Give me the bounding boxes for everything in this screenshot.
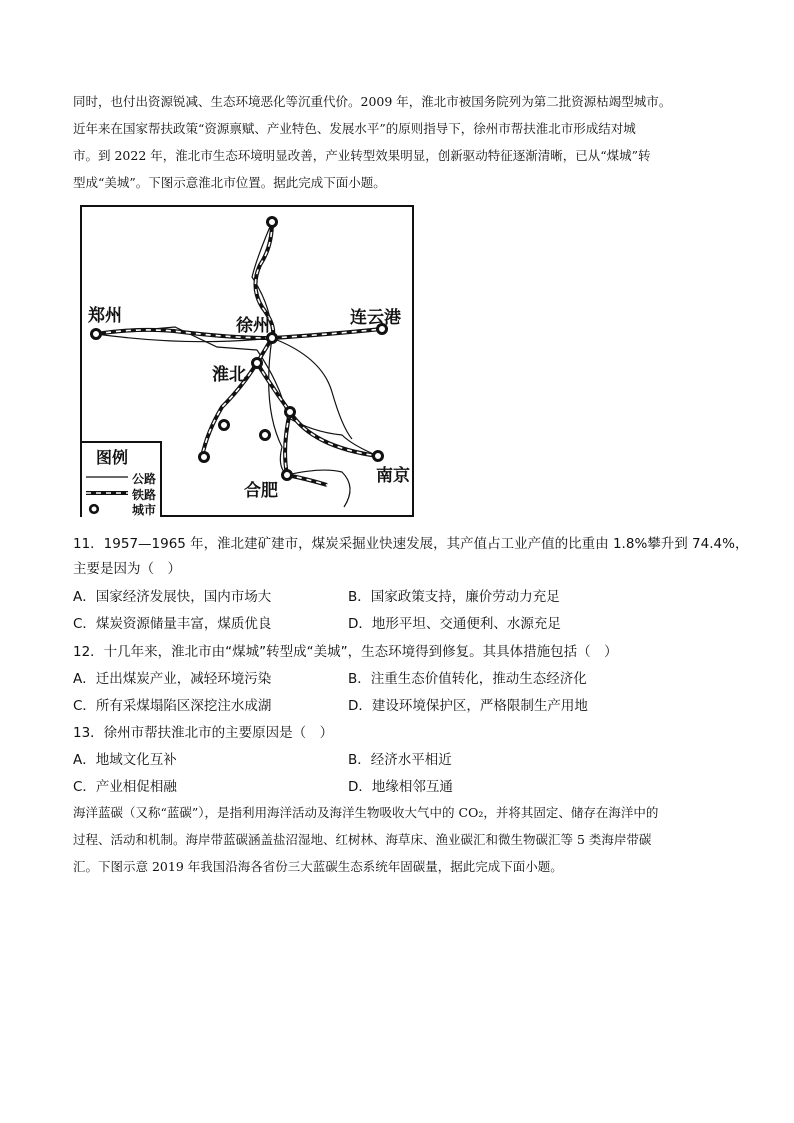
city-marker-zhengzhou bbox=[92, 330, 101, 339]
city-marker-bengbu bbox=[261, 431, 270, 440]
intro-line: 型成“美城”。下图示意淮北市位置。据此完成下面小题。 bbox=[73, 175, 386, 190]
legend-city bbox=[86, 503, 162, 517]
outro-paragraph bbox=[73, 799, 728, 880]
question-13-option-c[interactable]: C．产业相促相融 bbox=[73, 779, 177, 795]
intro-line: 同时，也付出资源锐减、生态环境恶化等沉重代价。2009 年，淮北市被国务院列为第二批资源枯竭型城市。 bbox=[73, 94, 672, 109]
question-11-option-c[interactable]: C．煤炭资源储量丰富，煤质优良 bbox=[73, 616, 272, 632]
huaibei-location-map bbox=[80, 205, 414, 517]
question-11-stem-cont: 主要是因为（ ） bbox=[73, 561, 181, 577]
rail-symbol-icon bbox=[86, 488, 128, 498]
question-11-option-a[interactable]: A．国家经济发展快，国内市场大 bbox=[73, 589, 272, 605]
label-zhengzhou: 郑州 bbox=[88, 306, 122, 326]
question-11-option-d[interactable]: D．地形平坦、交通便利、水源充足 bbox=[348, 616, 561, 632]
city-marker-hefei bbox=[283, 471, 292, 480]
legend-rail-label: 铁路 bbox=[132, 488, 157, 502]
legend-city-label: 城市 bbox=[132, 503, 157, 517]
intro-line: 市。到 2022 年，淮北市生态环境明显改善，产业转型效果明显，创新驱动特征逐渐清晰，已从“煤城”转 bbox=[73, 148, 651, 163]
city-marker-mid bbox=[286, 408, 295, 417]
question-11-option-b[interactable]: B．国家政策支持，廉价劳动力充足 bbox=[348, 589, 560, 605]
intro-paragraph bbox=[73, 88, 728, 196]
question-12-option-c[interactable]: C．所有采煤塌陷区深挖注水成湖 bbox=[73, 698, 272, 714]
question-13-option-d[interactable]: D．地缘相邻互通 bbox=[348, 779, 453, 795]
question-13-stem: 13．徐州市帮扶淮北市的主要原因是（ ） bbox=[73, 725, 334, 741]
label-lianyungang: 连云港 bbox=[350, 308, 401, 328]
road-xuzhou-south bbox=[272, 338, 352, 439]
city-marker-west2 bbox=[200, 453, 209, 462]
question-13-option-b[interactable]: B．经济水平相近 bbox=[348, 752, 452, 768]
city-symbol-icon bbox=[86, 503, 128, 515]
outro-line: 汇。下图示意 2019 年我国沿海各省份三大蓝碳生态系统年固碳量，据此完成下面小题。 bbox=[73, 859, 563, 874]
question-12-option-b[interactable]: B．注重生态价值转化，推动生态经济化 bbox=[348, 671, 587, 687]
label-hefei: 合肥 bbox=[244, 481, 278, 501]
road-symbol-icon bbox=[86, 472, 128, 482]
legend-title: 图例 bbox=[96, 448, 129, 467]
question-12-option-a[interactable]: A．迁出煤炭产业，减轻环境污染 bbox=[73, 671, 272, 687]
legend-road-label: 公路 bbox=[132, 472, 157, 486]
label-nanjing: 南京 bbox=[376, 466, 410, 486]
city-marker-west1 bbox=[220, 421, 229, 430]
city-marker-huaibei bbox=[253, 359, 262, 368]
city-marker-north bbox=[268, 218, 277, 227]
question-13-option-a[interactable]: A．地域文化互补 bbox=[73, 752, 177, 768]
label-xuzhou: 徐州 bbox=[236, 316, 270, 336]
outro-line: 海洋蓝碳（又称“蓝碳”），是指利用海洋活动及海洋生物吸收大气中的 CO₂，并将其固定、储存在海洋中的 bbox=[73, 805, 659, 820]
map-legend bbox=[82, 441, 162, 517]
intro-line: 近年来在国家帮扶政策“资源禀赋、产业特色、发展水平”的原则指导下，徐州市帮扶淮北市形成结对城 bbox=[73, 121, 636, 136]
legend-rail bbox=[86, 488, 162, 502]
question-12-stem: 12．十几年来，淮北市由“煤城”转型成“美城”，生态环境得到修复。其具体措施包括（ ） bbox=[73, 644, 618, 660]
question-12-option-d[interactable]: D．建设环境保护区，严格限制生产用地 bbox=[348, 698, 588, 714]
legend-road bbox=[86, 472, 162, 486]
outro-line: 过程、活动和机制。海岸带蓝碳涵盖盐沼湿地、红树林、海草床、渔业碳汇和微生物碳汇等 5 类海岸带碳 bbox=[73, 832, 652, 847]
question-11-stem: 11．1957—1965 年，淮北建矿建市，煤炭采掘业快速发展，其产值占工业产值的比重由 1.8%攀升到 74.4%， bbox=[73, 536, 749, 552]
city-marker-nanjing bbox=[374, 452, 383, 461]
label-huaibei: 淮北 bbox=[212, 365, 246, 385]
